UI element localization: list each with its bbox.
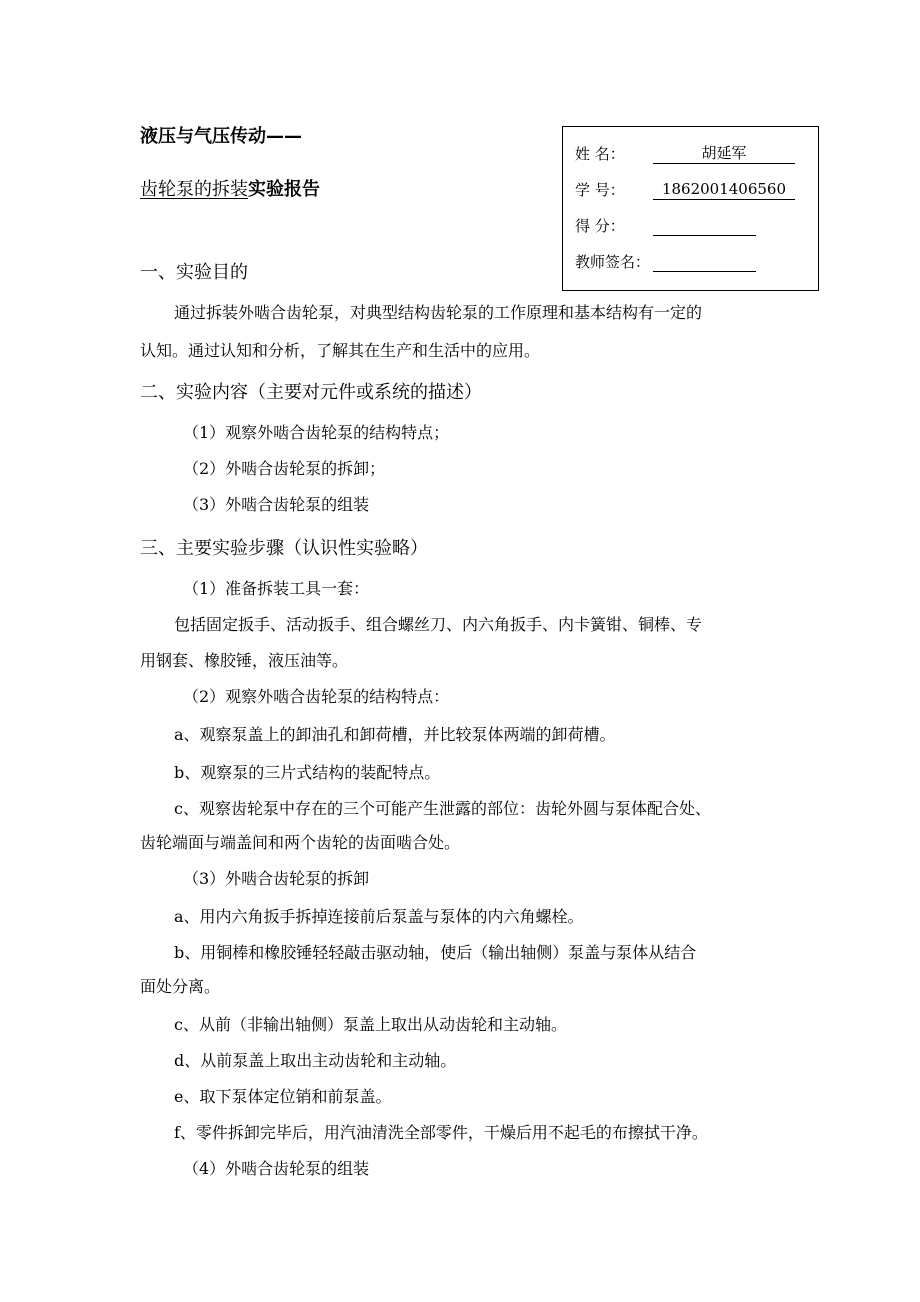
name-row xyxy=(575,143,795,164)
step-1-tools-line1: 包括固定扳手、活动扳手、组合螺丝刀、内六角扳手、内卡簧钳、铜棒、专 xyxy=(174,615,703,634)
score-label: 得 分： xyxy=(575,217,625,235)
step-1-tools-line2: 用钢套、橡胶锤，液压油等。 xyxy=(140,651,349,670)
student-id-value: 1862001406560 xyxy=(653,180,795,200)
section-1-heading: 一、实验目的 xyxy=(140,262,248,283)
section-1-paragraph-line1: 通过拆装外啮合齿轮泵，对典型结构齿轮泵的工作原理和基本结构有一定的 xyxy=(174,303,703,322)
section-2-item-1: （1）观察外啮合齿轮泵的结构特点； xyxy=(183,423,450,442)
step-2-item-c-line1: c、观察齿轮泵中存在的三个可能产生泄露的部位：齿轮外圆与泵体配合处、 xyxy=(174,799,711,818)
step-3-title: （3）外啮合齿轮泵的拆卸 xyxy=(183,869,370,888)
student-id-row xyxy=(575,179,795,200)
step-2-item-c-line2: 齿轮端面与端盖间和两个齿轮的齿面啮合处。 xyxy=(140,833,461,852)
teacher-signature-row xyxy=(575,251,756,272)
name-value: 胡延军 xyxy=(653,144,795,164)
step-3-item-d: d、从前泵盖上取出主动齿轮和主动轴。 xyxy=(174,1051,457,1070)
report-title-line2 xyxy=(140,175,320,201)
step-2-item-b: b、观察泵的三片式结构的装配特点。 xyxy=(174,763,441,782)
section-2-item-3: （3）外啮合齿轮泵的组装 xyxy=(183,495,370,514)
student-info-box xyxy=(562,126,819,291)
student-id-label: 学 号： xyxy=(575,181,625,199)
section-1-paragraph-line2: 认知。通过认知和分析，了解其在生产和生活中的应用。 xyxy=(140,341,541,360)
step-3-item-c: c、从前（非输出轴侧）泵盖上取出从动齿轮和主动轴。 xyxy=(174,1015,567,1034)
name-label: 姓 名： xyxy=(575,145,625,163)
step-3-item-b-line1: b、用铜棒和橡胶锤轻轻敲击驱动轴，使后（输出轴侧）泵盖与泵体从结合 xyxy=(174,943,697,962)
step-2-title: （2）观察外啮合齿轮泵的结构特点： xyxy=(183,687,450,706)
step-3-item-f: f、零件拆卸完毕后，用汽油清洗全部零件，干燥后用不起毛的布擦拭干净。 xyxy=(174,1123,708,1142)
teacher-signature-label: 教师签名： xyxy=(575,253,651,271)
section-3-heading: 三、主要实验步骤（认识性实验略） xyxy=(140,538,428,559)
step-4-title: （4）外啮合齿轮泵的组装 xyxy=(183,1159,370,1178)
score-value xyxy=(653,216,756,236)
step-3-item-b-line2: 面处分离。 xyxy=(140,977,221,996)
report-title-topic: 齿轮泵的拆装 xyxy=(140,179,248,200)
step-2-item-a: a、观察泵盖上的卸油孔和卸荷槽，并比较泵体两端的卸荷槽。 xyxy=(174,725,616,744)
step-1-title: （1）准备拆装工具一套： xyxy=(183,579,370,598)
report-title-line1: 液压与气压传动—— xyxy=(140,126,302,147)
step-3-item-e: e、取下泵体定位销和前泵盖。 xyxy=(174,1087,392,1106)
score-row xyxy=(575,215,756,236)
section-2-heading: 二、实验内容（主要对元件或系统的描述） xyxy=(140,382,482,403)
section-2-item-2: （2）外啮合齿轮泵的拆卸； xyxy=(183,459,386,478)
teacher-signature-value xyxy=(653,252,756,272)
report-title-suffix: 实验报告 xyxy=(248,179,320,200)
step-3-item-a: a、用内六角扳手拆掉连接前后泵盖与泵体的内六角螺栓。 xyxy=(174,907,584,926)
